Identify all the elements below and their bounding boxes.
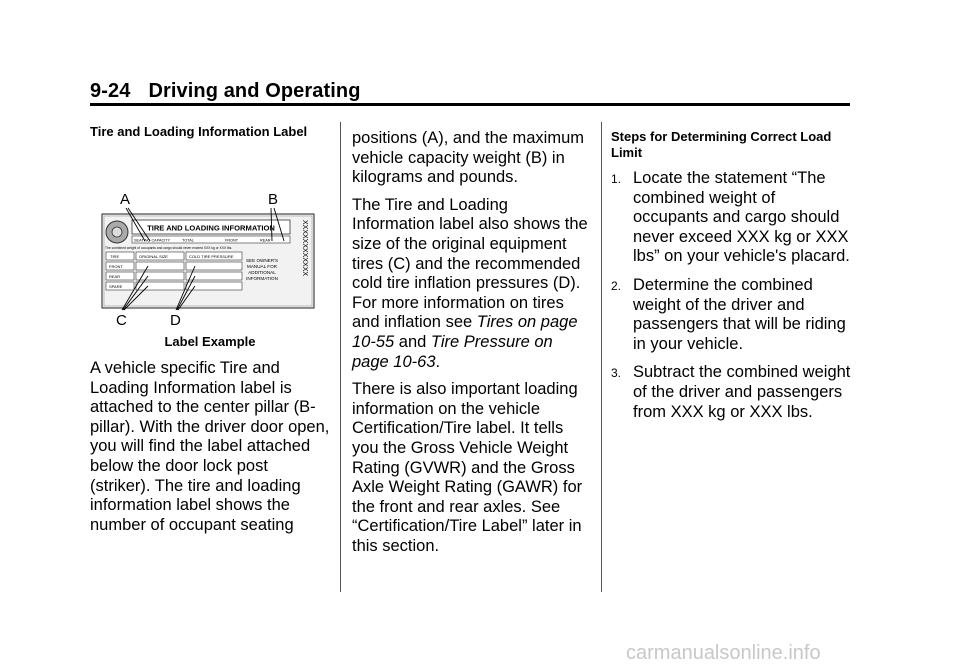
- callout-b: B: [268, 191, 279, 208]
- paragraph: A vehicle specific Tire and Loading Information label is attached to the center pillar (B-pillar). With the driver door open, you will find the label attached below the door lock post (striker). The tire and loading information label shows the number of occupant seating: [90, 359, 330, 534]
- column-2: [352, 129, 592, 564]
- step-text: Subtract the combined weight of the driver and passengers from XXX kg or XXX lbs.: [633, 363, 851, 421]
- plate-front: FRONT: [225, 238, 239, 243]
- column-1: [90, 124, 330, 543]
- plate-see-manual-4: INFORMATION: [246, 276, 278, 281]
- paragraph-text: .: [435, 352, 441, 371]
- plate-seating-capacity: SEATING CAPACITY: [134, 238, 171, 243]
- callout-c: C: [116, 312, 127, 328]
- plate-see-manual-2: MANUAL FOR: [247, 264, 277, 269]
- plate-row-front: FRONT: [109, 264, 123, 269]
- list-item: [611, 169, 851, 267]
- step-text: Determine the combined weight of the driver and passengers that will be riding in your vehicle.: [633, 275, 846, 353]
- column-divider: [340, 122, 341, 592]
- plate-row-spare: SPARE: [109, 284, 123, 289]
- list-item: [611, 276, 851, 354]
- subheading-load-limit: Steps for Determining Correct Load Limit: [611, 129, 832, 160]
- plate-see-manual-3: ADDITIONAL: [248, 270, 276, 275]
- list-item: [611, 363, 851, 422]
- step-number: 2.: [611, 278, 622, 293]
- plate-col-cold-pressure: COLD TIRE PRESSURE: [189, 254, 234, 259]
- plate-total: TOTAL: [182, 238, 194, 243]
- page-header: [90, 80, 361, 103]
- paragraph: There is also important loading information on the vehicle Certification/Tire label. It tells you the Gross Vehicle Weight Rating (GVWR) and the Gross Axle Weight Rating (GAWR) for the front and rear axles. See “Certification/Tire Label” later in this section.: [352, 380, 583, 555]
- cross-reference-link[interactable]: Tire Pressure on page 10-63: [352, 332, 553, 371]
- step-number: 1.: [611, 172, 622, 186]
- paragraph-text: The Tire and Loading Information label also shows the size of the original equipment tires (C) and the recommended cold tire inflation pressures (D). For more information on tires and inflation see: [352, 195, 588, 332]
- cross-reference-link[interactable]: Tires on page 10-55: [352, 313, 578, 351]
- page-number: 9-24: [90, 80, 131, 102]
- subheading-tire-label: Tire and Loading Information Label: [90, 124, 308, 139]
- plate-col-original-size: ORIGINAL SIZE: [139, 254, 168, 259]
- plate-title: TIRE AND LOADING INFORMATION: [147, 223, 275, 233]
- paragraph-text: and: [394, 332, 431, 351]
- column-3: [611, 129, 851, 431]
- steps-list: [611, 169, 851, 422]
- column-divider: [601, 122, 602, 592]
- plate-warning: The combined weight of occupants and cargo should never exceed XXX kg or XXX lbs.: [105, 246, 233, 250]
- plate-side-code: XXXXXXXXXXXX: [301, 220, 308, 277]
- tire-label-illustration: [90, 148, 330, 328]
- plate-see-manual-1: SEE OWNER'S: [245, 258, 279, 263]
- plate-row-rear: REAR: [109, 274, 121, 279]
- plate-rear: REAR: [260, 238, 271, 243]
- section-title: Driving and Operating: [148, 80, 361, 102]
- label-plate: [102, 214, 314, 308]
- paragraph: [352, 196, 592, 372]
- watermark: carmanualsonline.info: [626, 642, 821, 664]
- callout-a: A: [120, 191, 131, 208]
- step-text: Locate the statement “The combined weight of occupants and cargo should never exceed XXX kg or XXX lbs” on your vehicle's placard.: [633, 169, 850, 266]
- step-number: 3.: [611, 366, 622, 381]
- paragraph: positions (A), and the maximum vehicle capacity weight (B) in kilograms and pounds.: [352, 129, 585, 187]
- callout-d: D: [170, 312, 181, 328]
- header-rule: [90, 103, 850, 106]
- plate-col-tire: TIRE: [110, 254, 120, 259]
- figure-caption: Label Example: [164, 334, 256, 349]
